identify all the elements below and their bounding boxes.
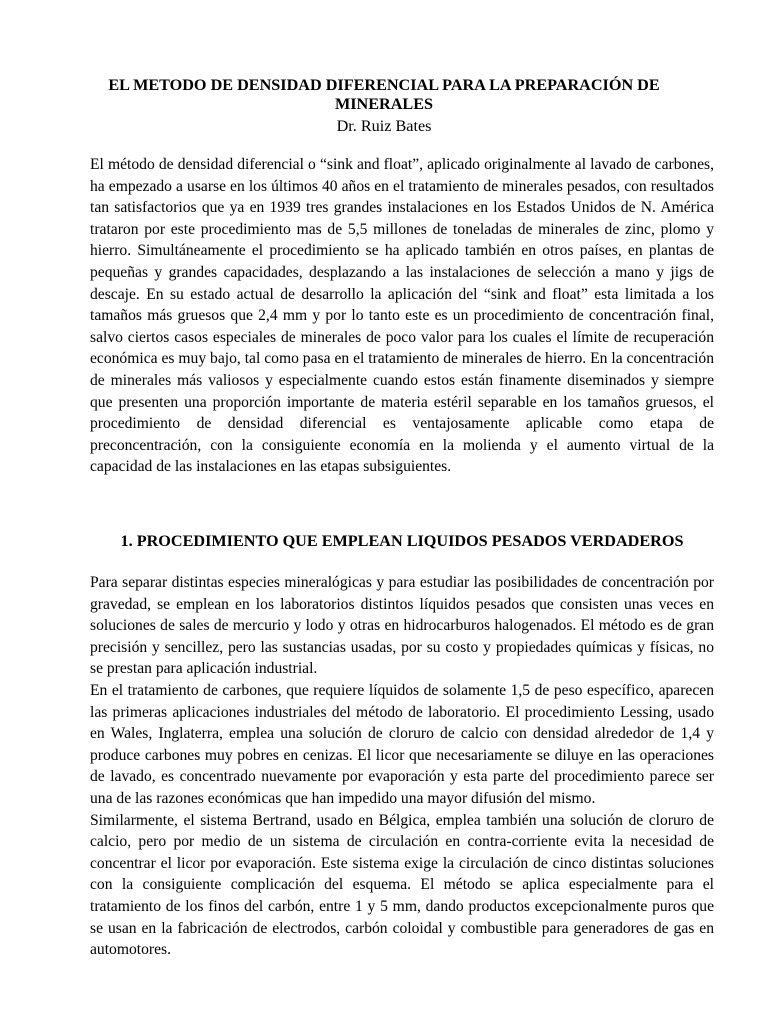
section-body <box>90 572 714 961</box>
document-title: EL METODO DE DENSIDAD DIFERENCIAL PARA LA PREPARACIÓN DE MINERALES <box>108 76 660 113</box>
section-paragraph: En el tratamiento de carbones, que requiere líquidos de solamente 1,5 de peso específico, aparecen las primeras aplicaciones industriales del método de laboratorio. El procedimiento Lessing, usado en Wales, Inglaterra, emplea una solución de cloruro de calcio con densidad alrededor de 1,4 y produce carbones muy pobres en cenizas. El licor que necesariamente se diluye en las operaciones de lavado, es concentrado nuevamente por evaporación y esta parte del procedimiento parece ser una de las razones económicas que han impedido una mayor difusión del mismo. <box>90 681 714 807</box>
section-paragraph: Similarmente, el sistema Bertrand, usado en Bélgica, emplea también una solución de cloruro de calcio, pero por medio de un sistema de circulación en contra-corriente evita la necesidad de concentrar el licor por evaporación. Este sistema exige la circulación de cinco distintas soluciones con la consiguiente complicación del esquema. El método se aplica especialmente para el tratamiento de los finos del carbón, entre 1 y 5 mm, dando productos excepcionalmente puros que se usan en la fabricación de electrodos, carbón coloidal y combustible para generadores de gas en automotores. <box>90 811 714 959</box>
section-paragraph: Para separar distintas especies mineralógicas y para estudiar las posibilidades de concentración por gravedad, se emplean en los laboratorios distintos líquidos pesados que consisten unas veces en soluciones de sales de mercurio y lodo y otras en hidrocarburos halogenados. El método es de gran precisión y sencillez, pero las sustancias usadas, por su costo y propiedades químicas y físicas, no se prestan para aplicación industrial. <box>90 574 714 678</box>
intro-paragraph: El método de densidad diferencial o “sink and float”, aplicado originalmente al lavado de carbones, ha empezado a usarse en los últimos 40 años en el tratamiento de minerales pesados, con resultados tan satisfactorios que ya en 1939 tres grandes instalaciones en los Estados Unidos de N. América trataron por este procedimiento mas de 5,5 millones de toneladas de minerales de zinc, plomo y hierro. Simultáneamente el procedimiento se ha aplicado también en otros países, en plantas de pequeñas y grandes capacidades, desplazando a las instalaciones de selección a mano y jigs de descaje. En su estado actual de desarrollo la aplicación del “sink and float” esta limitada a los tamaños más gruesos que 2,4 mm y por lo tanto este es un procedimiento de concentración final, salvo ciertos casos especiales de minerales de poco valor para los cuales el límite de recuperación económica es muy bajo, tal como pasa en el tratamiento de minerales de hierro. En la concentración de minerales más valiosos y especialmente cuando estos están finamente diseminados y siempre que presenten una proporción importante de materia estéril separable en los tamaños gruesos, el procedimiento de densidad diferencial es ventajosamente aplicable como etapa de preconcentración, con la consiguiente economía en la molienda y el aumento virtual de la capacidad de las instalaciones en las etapas subsiguientes. <box>90 156 714 476</box>
section-heading: 1. PROCEDIMIENTO QUE EMPLEAN LIQUIDOS PESADOS VERDADEROS <box>120 532 684 550</box>
document-author: Dr. Ruiz Bates <box>336 117 432 135</box>
